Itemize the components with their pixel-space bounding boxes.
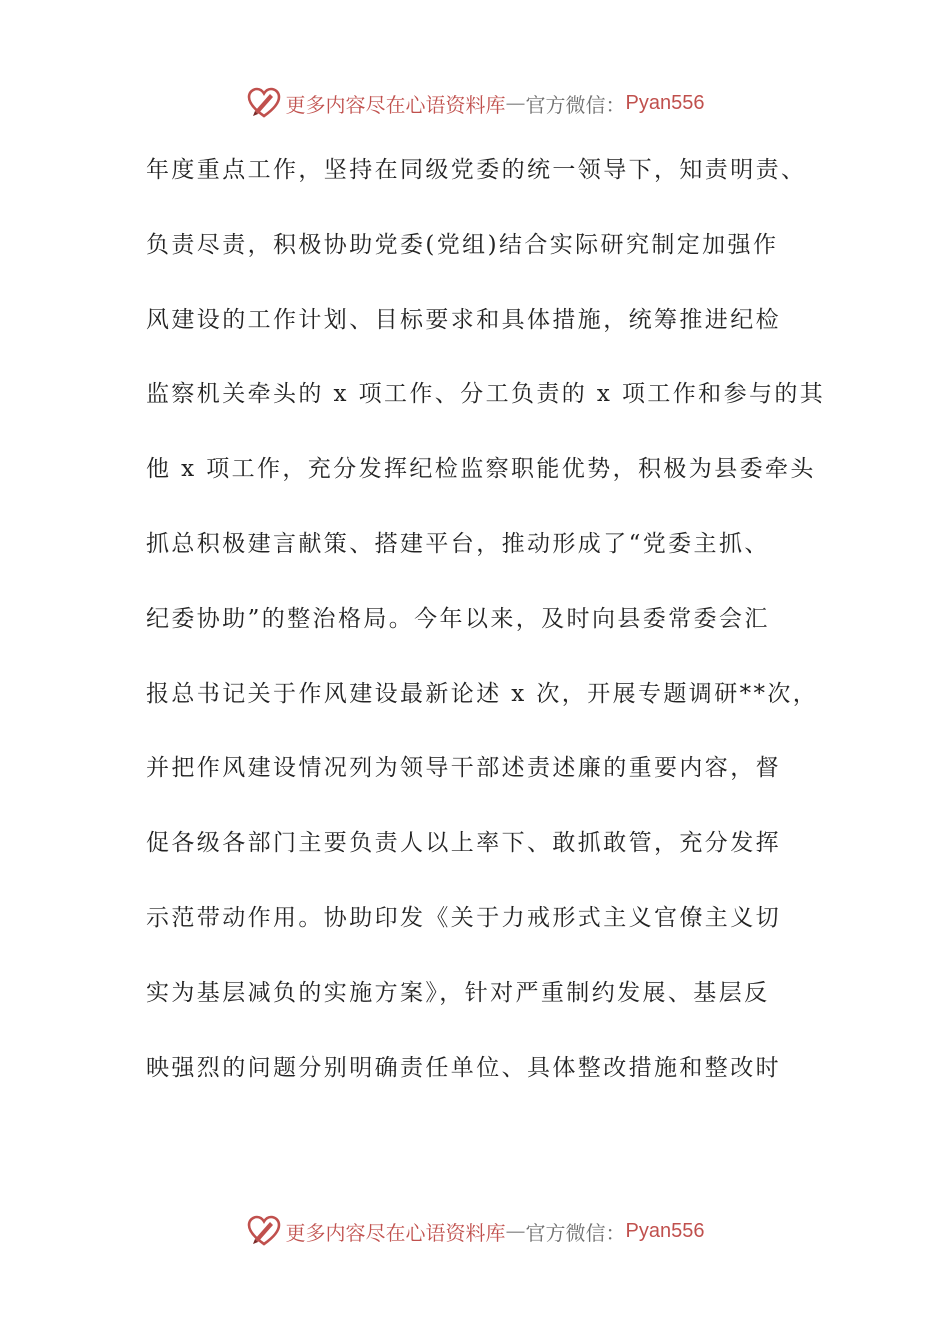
body-line: 风建设的工作计划、目标要求和具体措施，统筹推进纪检 <box>146 306 781 333</box>
footer-dash: — <box>505 1219 526 1243</box>
footer-wechat-id: Pyan556 <box>625 1219 705 1242</box>
body-line: 映强烈的问题分别明确责任单位、具体整改措施和整改时 <box>146 1054 781 1081</box>
header-wechat-id: Pyan556 <box>625 91 705 114</box>
header-dash: — <box>505 91 526 115</box>
body-line: 并把作风建设情况列为领导干部述责述廉的重要内容，督 <box>146 755 781 782</box>
header-site-name: 更多内容尽在心语资料库 <box>285 92 506 117</box>
body-line: 实为基层减负的实施方案》，针对严重制约发展、基层反 <box>146 979 770 1006</box>
body-line: 示范带动作用。协助印发《关于力戒形式主义官僚主义切 <box>146 904 781 931</box>
body-line: 促各级各部门主要负责人以上率下、敢抓敢管，充分发挥 <box>146 830 781 857</box>
body-line: 负责尽责，积极协助党委(党组)结合实际研究制定加强作 <box>146 231 779 258</box>
footer-wechat-label: 官方微信： <box>525 1220 626 1245</box>
pen-heart-logo-icon <box>246 85 282 121</box>
header-watermark-banner <box>0 83 950 123</box>
body-line: 他 x 项工作，充分发挥纪检监察职能优势，积极为县委牵头 <box>146 456 816 483</box>
header-wechat-label: 官方微信： <box>525 92 626 117</box>
footer-watermark-banner <box>0 1211 950 1251</box>
footer-site-name: 更多内容尽在心语资料库 <box>285 1220 506 1245</box>
body-line: 监察机关牵头的 x 项工作、分工负责的 x 项工作和参与的其 <box>146 381 826 408</box>
pen-heart-logo-icon <box>246 1213 282 1249</box>
body-line: 纪委协助”的整治格局。今年以来，及时向县委常委会汇 <box>146 605 770 632</box>
body-line: 年度重点工作，坚持在同级党委的统一领导下，知责明责、 <box>146 157 807 183</box>
document-body <box>146 150 826 1122</box>
body-line: 抓总积极建言献策、搭建平台，推动形成了“党委主抓、 <box>146 530 770 557</box>
body-line: 报总书记关于作风建设最新论述 x 次，开展专题调研**次， <box>146 680 819 707</box>
